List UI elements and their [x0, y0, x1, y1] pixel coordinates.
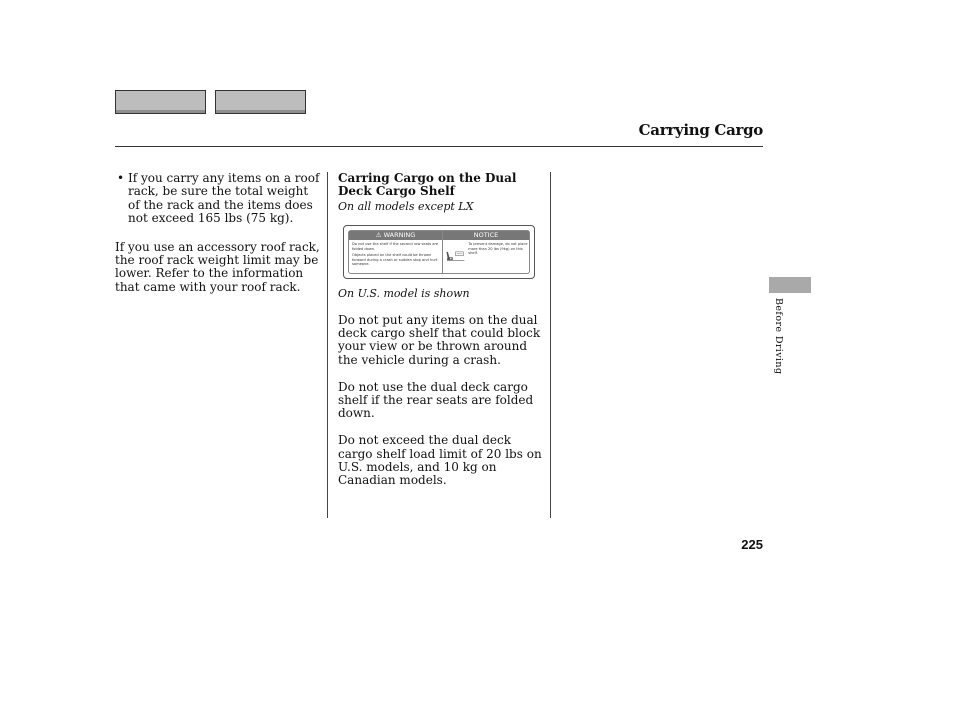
warning-text: Do not use the shelf if the second row seats are folded down. — [352, 242, 439, 251]
column-divider — [327, 172, 328, 518]
chapter-label: Before Driving — [773, 298, 784, 375]
warning-title: ⚠ WARNING — [349, 231, 442, 240]
model-note: On all models except LX — [338, 199, 474, 213]
page-number: 225 — [741, 537, 763, 552]
chapter-tab[interactable] — [769, 277, 811, 293]
warning-label — [349, 231, 443, 273]
shelf-paragraph: Do not put any items on the dual deck cargo shelf that could block your view or be thrown around the vehicle during a crash. — [338, 312, 541, 367]
notice-text: To prevent damage, do not place more than 20 lbs (9kg) on this shelf. — [468, 242, 528, 256]
shelf-paragraph: Do not exceed the dual deck cargo shelf load limit of 20 lbs on U.S. models, and 10 kg on Canadian models. — [338, 433, 542, 488]
roof-rack-paragraph: If you use an accessory roof rack, the roof rack weight limit may be lower. Refer to the information that came with your roof rack. — [115, 239, 320, 294]
middle-column — [338, 172, 543, 501]
bullet-icon: • — [117, 171, 125, 185]
nav-button-contents[interactable] — [115, 90, 206, 114]
shelf-paragraph: Do not use the dual deck cargo shelf if the rear seats are folded down. — [338, 379, 534, 421]
section-title: Carrying Cargo — [638, 121, 763, 139]
cargo-shelf-label-image — [343, 225, 535, 279]
column-divider — [550, 172, 551, 518]
subheading: Carring Cargo on the Dual Deck Cargo Shelf — [338, 171, 517, 199]
bullet-text: If you carry any items on a roof rack, be sure the total weight of the rack and the items does not exceed 165 lbs (75 kg). — [128, 171, 320, 226]
left-column — [115, 172, 320, 294]
bullet-item — [115, 172, 320, 226]
nav-button-index[interactable] — [215, 90, 306, 114]
image-caption: On U.S. model is shown — [338, 287, 470, 301]
header-rule — [115, 146, 763, 147]
notice-label — [443, 231, 529, 273]
warning-text: Objects placed on the shelf could be thrown forward during a crash or sudden stop and hurt someone. — [352, 253, 438, 267]
seat-shelf-icon — [445, 242, 466, 269]
notice-title: NOTICE — [443, 231, 529, 240]
